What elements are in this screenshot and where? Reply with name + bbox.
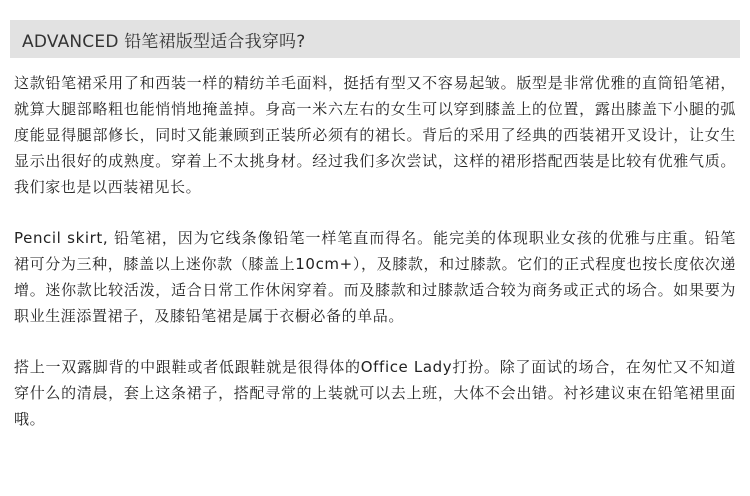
paragraph-fabric-fit: 这款铅笔裙采用了和西装一样的精纺羊毛面料，挺括有型又不容易起皱。版型是非常优雅的直筒铅笔裙，就算大腿部略粗也能悄悄地掩盖掉。身高一米六左右的女生可以穿到膝盖上的位置，露出膝盖下小腿的弧度能显得腿部修长，同时又能兼顾到正装所必须有的裙长。背后的采用了经典的西装裙开叉设计，让女生显示出很好的成熟度。穿着上不太挑身材。经过我们多次尝试，这样的裙形搭配西装是比较有优雅气质。我们家也是以西装裙见长。 bbox=[14, 74, 736, 196]
paragraph-pencil-skirt-types: Pencil skirt, 铅笔裙，因为它线条像铅笔一样笔直而得名。能完美的体现职业女孩的优雅与庄重。铅笔裙可分为三种，膝盖以上迷你款（膝盖上10cm+），及膝款，和过膝款。它们的正式程度也按长度依次递增。迷你款比较活泼，适合日常工作休闲穿着。而及膝款和过膝款适合较为商务或正式的场合。如果要为职业生涯添置裙子，及膝铅笔裙是属于衣橱必备的单品。 bbox=[14, 229, 736, 325]
section-header bbox=[10, 20, 740, 58]
paragraph-styling-tips: 搭上一双露脚背的中跟鞋或者低跟鞋就是很得体的Office Lady打扮。除了面试的场合，在匆忙又不知道穿什么的清晨，套上这条裙子，搭配寻常的上装就可以去上班，大体不会出错。衬衫建议束在铅笔裙里面哦。 bbox=[14, 358, 736, 428]
article-body bbox=[14, 70, 736, 432]
section-title: ADVANCED 铅笔裙版型适合我穿吗? bbox=[22, 31, 306, 52]
